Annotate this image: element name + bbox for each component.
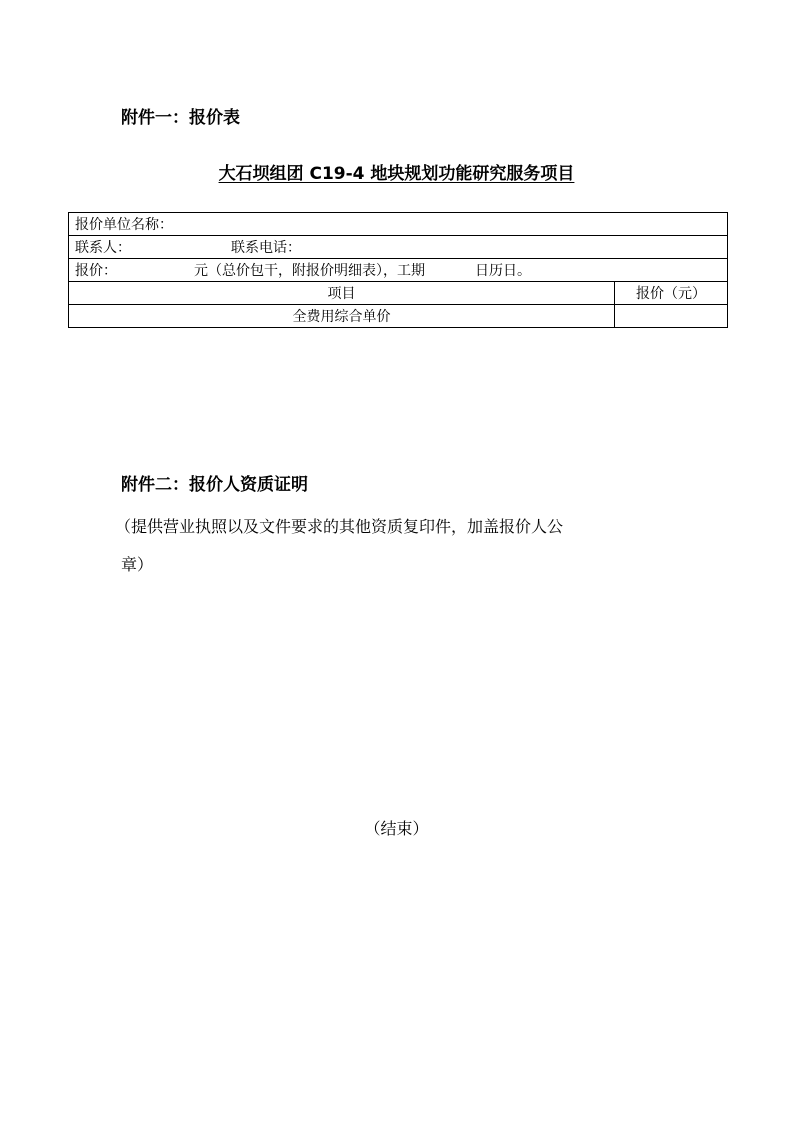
attachment-2-note-line-1: （提供营业执照以及文件要求的其他资质复印件，加盖报价人公 xyxy=(115,517,564,536)
table-row-price xyxy=(69,259,728,282)
column-header-item: 项目 xyxy=(69,282,615,305)
attachment-2-note-line-2: 章） xyxy=(121,555,154,574)
attachment-1-heading: 附件一：报价表 xyxy=(121,108,240,128)
item-name-cell: 全费用综合单价 xyxy=(69,305,615,328)
bidder-name-cell xyxy=(69,213,728,236)
contact-phone-label: 联系电话： xyxy=(231,240,301,256)
column-header-price: 报价（元） xyxy=(615,282,728,305)
days-suffix: 日历日。 xyxy=(475,263,531,279)
item-price-cell xyxy=(615,305,728,328)
attachment-2-heading: 附件二：报价人资质证明 xyxy=(121,475,308,495)
table-row-contact xyxy=(69,236,728,259)
bidder-name-label: 报价单位名称： xyxy=(75,217,173,233)
price-label: 报价： xyxy=(75,263,117,279)
end-note: （结束） xyxy=(364,819,429,838)
contact-person-label: 联系人： xyxy=(75,240,131,256)
contact-cell xyxy=(69,236,728,259)
document-title xyxy=(0,163,793,185)
table-row xyxy=(69,305,728,328)
price-detail: 元（总价包干，附报价明细表），工期 xyxy=(194,263,425,279)
quote-table xyxy=(68,212,728,328)
table-row-bidder xyxy=(69,213,728,236)
price-cell xyxy=(69,259,728,282)
document-title-text: 大石坝组团 C19-4 地块规划功能研究服务项目 xyxy=(218,164,575,184)
table-header-row xyxy=(69,282,728,305)
